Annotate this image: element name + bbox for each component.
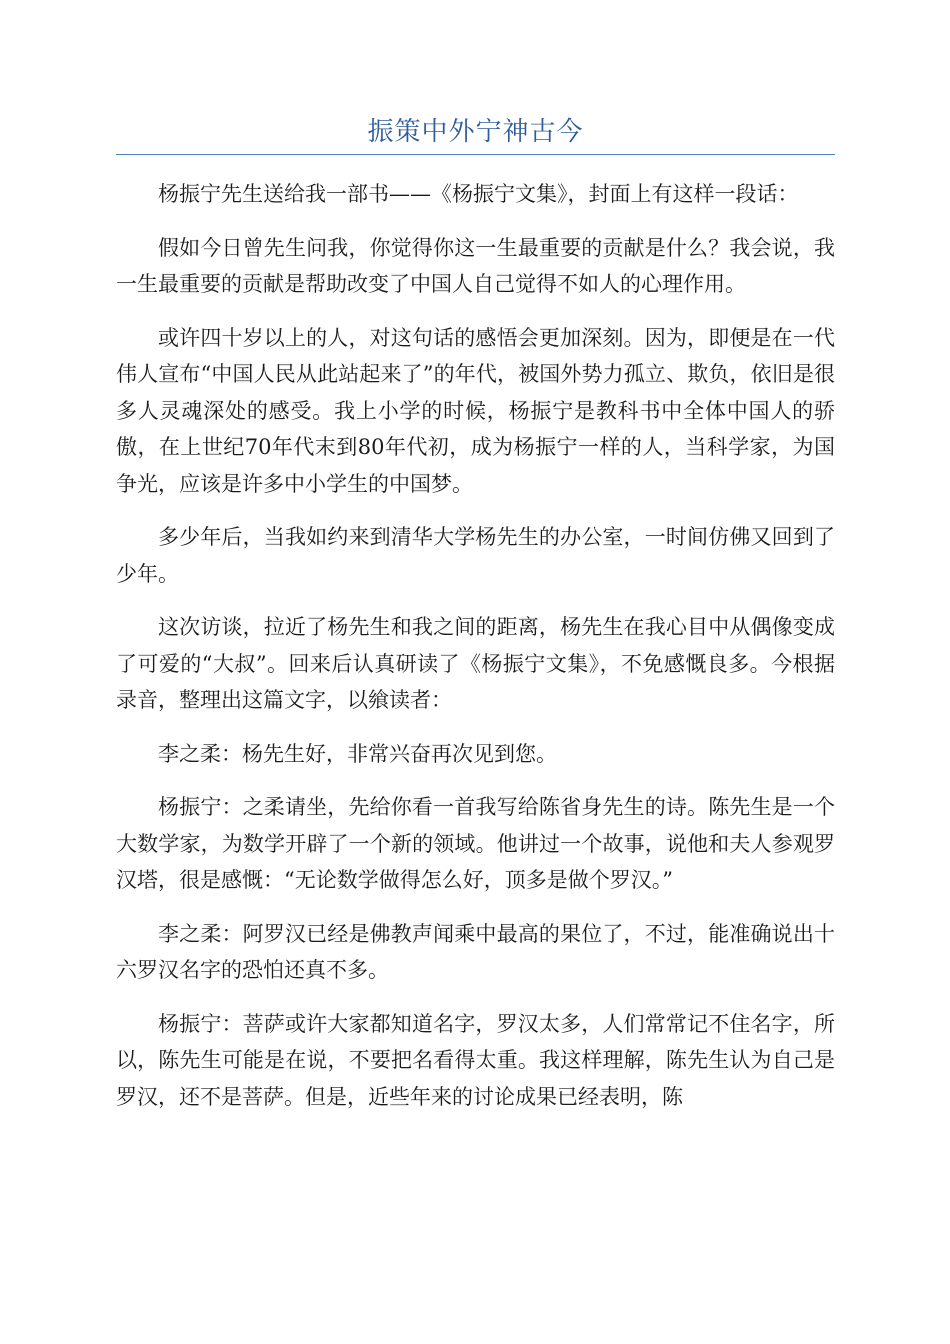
document-title: 振策中外宁神古今	[367, 117, 584, 147]
paragraph: 杨振宁先生送给我一部书——《杨振宁文集》，封面上有这样一段话：	[158, 182, 799, 206]
title-block	[116, 112, 835, 155]
paragraph: 杨振宁：菩萨或许大家都知道名字，罗汉太多，人们常常记不住名字，所以，陈先生可能是在说，不要把名看得太重。我这样理解，陈先生认为自己是罗汉，还不是菩萨。但是，近些年来的讨论成果已经表明，陈	[116, 1011, 835, 1109]
paragraph: 李之柔：阿罗汉已经是佛教声闻乘中最高的果位了，不过，能准确说出十六罗汉名字的恐怕还真不多。	[116, 921, 835, 982]
paragraph: 或许四十岁以上的人，对这句话的感悟会更加深刻。因为，即便是在一代伟人宣布“中国人民从此站起来了”的年代，被国外势力孤立、欺负，依旧是很多人灵魂深处的感受。我上小学的时候，杨振宁是教科书中全体中国人的骄傲，在上世纪70年代末到80年代初，成为杨振宁一样的人，当科学家，为国争光，应该是许多中小学生的中国梦。	[116, 325, 835, 496]
title-underline	[116, 154, 835, 155]
paragraph: 李之柔：杨先生好，非常兴奋再次见到您。	[158, 741, 557, 766]
paragraph: 杨振宁：之柔请坐，先给你看一首我写给陈省身先生的诗。陈先生是一个大数学家，为数学开辟了一个新的领域。他讲过一个故事，说他和夫人参观罗汉塔，很是感慨：“无论数学做得怎么好，顶多是做个罗汉。”	[116, 795, 835, 892]
paragraph: 这次访谈，拉近了杨先生和我之间的距离，杨先生在我心目中从偶像变成了可爱的“大叔”。回来后认真研读了《杨振宁文集》，不免感慨良多。今根据录音，整理出这篇文字，以飨读者：	[116, 615, 835, 712]
article-body	[116, 176, 835, 1132]
paragraph: 假如今日曾先生问我，你觉得你这一生最重要的贡献是什么？我会说，我一生最重要的贡献是帮助改变了中国人自己觉得不如人的心理作用。	[116, 235, 835, 296]
paragraph: 多少年后，当我如约来到清华大学杨先生的办公室，一时间仿佛又回到了少年。	[116, 525, 835, 586]
